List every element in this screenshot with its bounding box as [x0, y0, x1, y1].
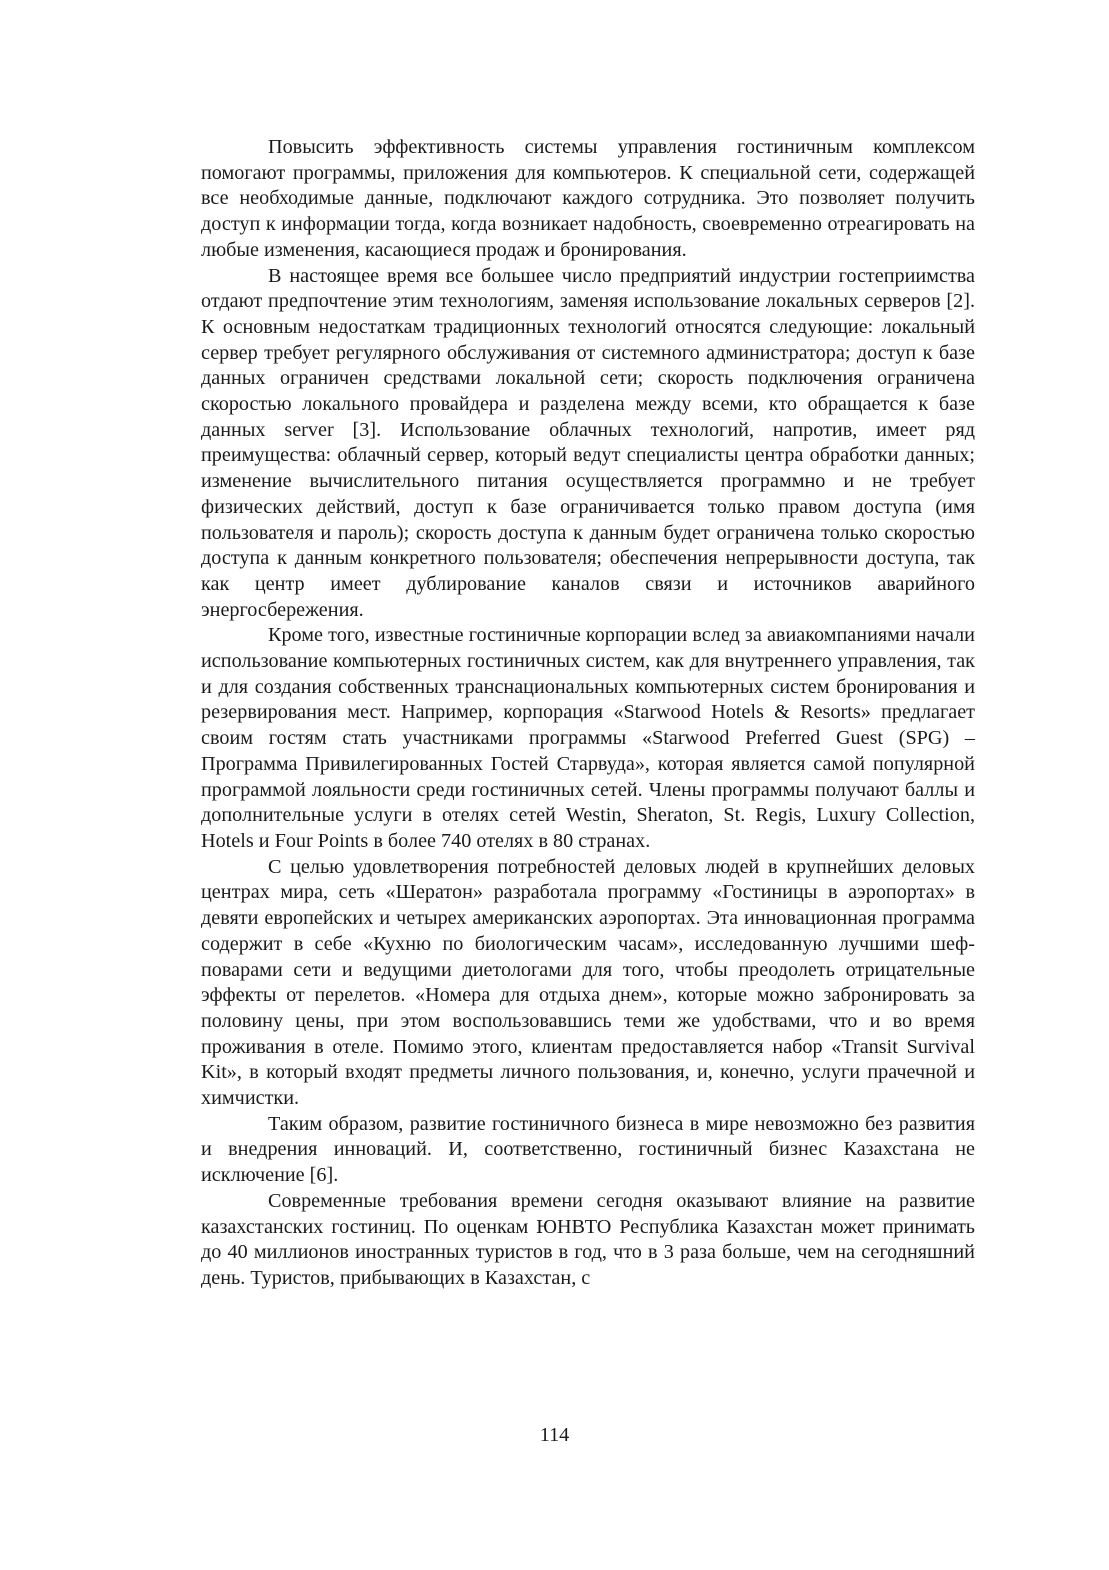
paragraph-kazakhstan-hotels: Современные требования времени сегодня оказывают влияние на развитие казахстанских гостиниц. По оценкам ЮНВТО Республика Казахстан может принимать до 40 миллионов иностранных туристов в год, что в 3 раза больше, чем на сегодняшний день. Туристов, прибывающих в Казахстан, с	[201, 1189, 975, 1289]
paragraph-conclusion: Таким образом, развитие гостиничного бизнеса в мире невозможно без развития и внедрения инноваций. И, соответственно, гостиничный бизнес Казахстана не исключение [6].	[201, 1112, 975, 1187]
paragraph-sheraton-airports: С целью удовлетворения потребностей деловых людей в крупнейших деловых центрах мира, сеть «Шератон» разработала программу «Гостиницы в аэропортах» в девяти европейских и четырех американских аэропортах. Эта инновационная программа содержит в себе «Кухню по биологическим часам», исследованную лучшими шеф-поварами сети и ведущими диетологами для того, чтобы преодолеть отрицательные эффекты от перелетов. «Номера для отдыха днем», которые можно забронировать за половину цены, при этом воспользовавшись теми же удобствами, что и во время проживания в отеле. Помимо этого, клиентам предоставляется набор «Transit Survival Kit», в который входят предметы личного пользования, и, конечно, услуги прачечной и химчистки.	[201, 855, 975, 1110]
page-number: 114	[539, 1424, 570, 1446]
paragraph-cloud-technologies: В настоящее время все большее число предприятий индустрии гостеприимства отдают предпочтение этим технологиям, заменяя использование локальных серверов [2]. К основным недостаткам традиционных технологий относятся следующие: локальный сервер требует регулярного обслуживания от системного администратора; доступ к базе данных ограничен средствами локальной сети; скорость подключения ограничена скоростью локального провайдера и разделена между всеми, кто обращается к базе данных server [3]. Использование облачных технологий, напротив, имеет ряд преимущества: облачный сервер, который ведут специалисты центра обработки данных; изменение вычислительного питания осуществляется программно и не требует физических действий, доступ к базе ограничивается только правом доступа (имя пользователя и пароль); скорость доступа к данным будет ограничена только скоростью доступа к данным конкретного пользователя; обеспечения непрерывности доступа, так как центр имеет дублирование каналов связи и источников аварийного энергосбережения.	[201, 264, 975, 621]
paragraph-management-systems: Повысить эффективность системы управления гостиничным комплексом помогают программы, приложения для компьютеров. К специальной сети, содержащей все необходимые данные, подключают каждого сотрудника. Это позволяет получить доступ к информации тогда, когда возникает надобность, своевременно отреагировать на любые изменения, касающиеся продаж и бронирования.	[201, 136, 975, 261]
body-text	[201, 135, 975, 1292]
paragraph-hotel-corporations: Кроме того, известные гостиничные корпорации вслед за авиакомпаниями начали использование компьютерных гостиничных систем, как для внутреннего управления, так и для создания собственных транснациональных компьютерных систем бронирования и резервирования мест. Например, корпорация «Starwood Hotels & Resorts» предлагает своим гостям стать участниками программы «Starwood Preferred Guest (SPG) – Программа Привилегированных Гостей Старвуда», которая является самой популярной программой лояльности среди гостиничных сетей. Члены программы получают баллы и дополнительные услуги в отелях сетей Westin, Sheraton, St. Regis, Luxury Collection, Hotels и Four Points в более 740 отелях в 80 странах.	[201, 624, 975, 852]
